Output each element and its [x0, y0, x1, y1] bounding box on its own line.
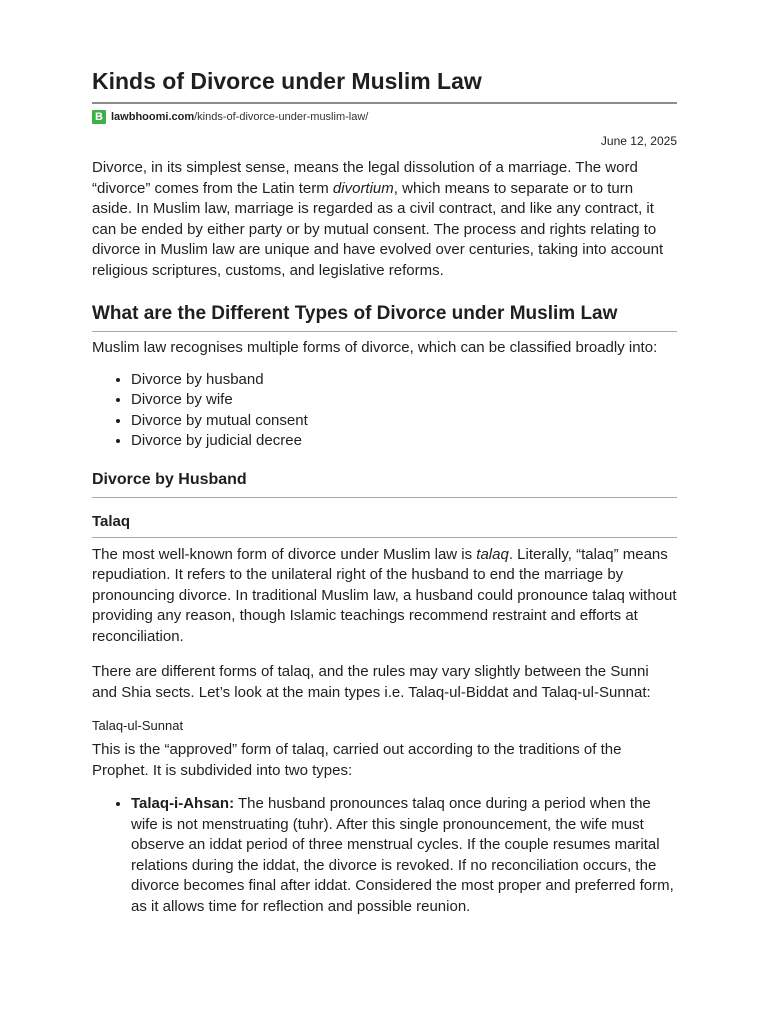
- section-heading-types: What are the Different Types of Divorce under Muslim Law: [92, 301, 677, 332]
- types-lead-paragraph: Muslim law recognises multiple forms of divorce, which can be classified broadly into:: [92, 339, 658, 356]
- list-item: [131, 794, 677, 917]
- divorce-types-list: [92, 370, 677, 452]
- article: [92, 0, 677, 917]
- list-item: • Divorce by husband: [131, 370, 677, 391]
- intro-text-2: , which means to separate or to turn aside. In Muslim law, marriage is regarded as a civil contract, and like any contract, it can be ended by either party or by mutual consent. The process and rights relating to divorce in Muslim law are unique and have evolved over centuries, taking into account religious scriptures, customs, and legislative reforms.: [92, 179, 664, 279]
- talaq-paragraph-1: [92, 545, 677, 648]
- list-item: • Divorce by wife: [131, 390, 677, 411]
- talaq-italic-term: talaq: [476, 545, 509, 563]
- publish-date: June 12, 2025: [600, 134, 677, 148]
- site-logo-icon: B: [92, 110, 106, 124]
- list-item: • Divorce by judicial decree: [131, 431, 677, 452]
- source-domain: lawbhoomi.com: [111, 111, 195, 123]
- intro-text-1: Divorce, in its simplest sense, means the legal dissolution of a marriage. The word “divorce” comes from the Latin term: [92, 159, 638, 197]
- source-link[interactable]: [111, 109, 368, 125]
- talaq-text-1: The most well-known form of divorce under Muslim law is: [92, 545, 477, 563]
- source-path: /kinds-of-divorce-under-muslim-law/: [194, 111, 369, 123]
- page-title: Kinds of Divorce under Muslim Law: [92, 67, 677, 104]
- subheading-talaq-ul-sunnat: Talaq-ul-Sunnat: [92, 718, 184, 733]
- source-line: [92, 109, 677, 125]
- subheading-talaq: Talaq: [92, 512, 677, 538]
- sunnat-paragraph: This is the “approved” form of talaq, carried out according to the traditions of the Prophet. It is subdivided into two types:: [92, 741, 622, 779]
- intro-paragraph: [92, 158, 677, 281]
- list-item: • Divorce by mutual consent: [131, 411, 677, 432]
- section-heading-husband: Divorce by Husband: [92, 469, 677, 498]
- term-description: The husband pronounces talaq once during a period when the wife is not menstruating (tuhr). After this single pronouncement, the wife must observe an iddat period of three menstrual cycles. If the couple resumes marital relations during the iddat, the divorce is revoked. If no reconciliation occurs, the divorce becomes final after iddat. Considered the most proper and preferred form, as it allows time for reflection and possible reunion.: [131, 795, 674, 915]
- talaq-text-2: . Literally, “talaq” means repudiation. It refers to the unilateral right of the husband to end the marriage by pronouncing divorce. In traditional Muslim law, a husband could pronounce talaq without providing any reason, though Islamic teachings recommend restraint and efforts at reconciliation.: [92, 545, 677, 645]
- talaq-paragraph-2: There are different forms of talaq, and the rules may vary slightly between the Sunni and Shia sects. Let’s look at the main types i.e. Talaq-ul-Biddat and Talaq-ul-Sunnat:: [92, 663, 651, 701]
- intro-italic-term: divortium: [332, 179, 394, 197]
- sunnat-types-list: [92, 794, 677, 917]
- term-label: Talaq-i-Ahsan:: [131, 795, 235, 812]
